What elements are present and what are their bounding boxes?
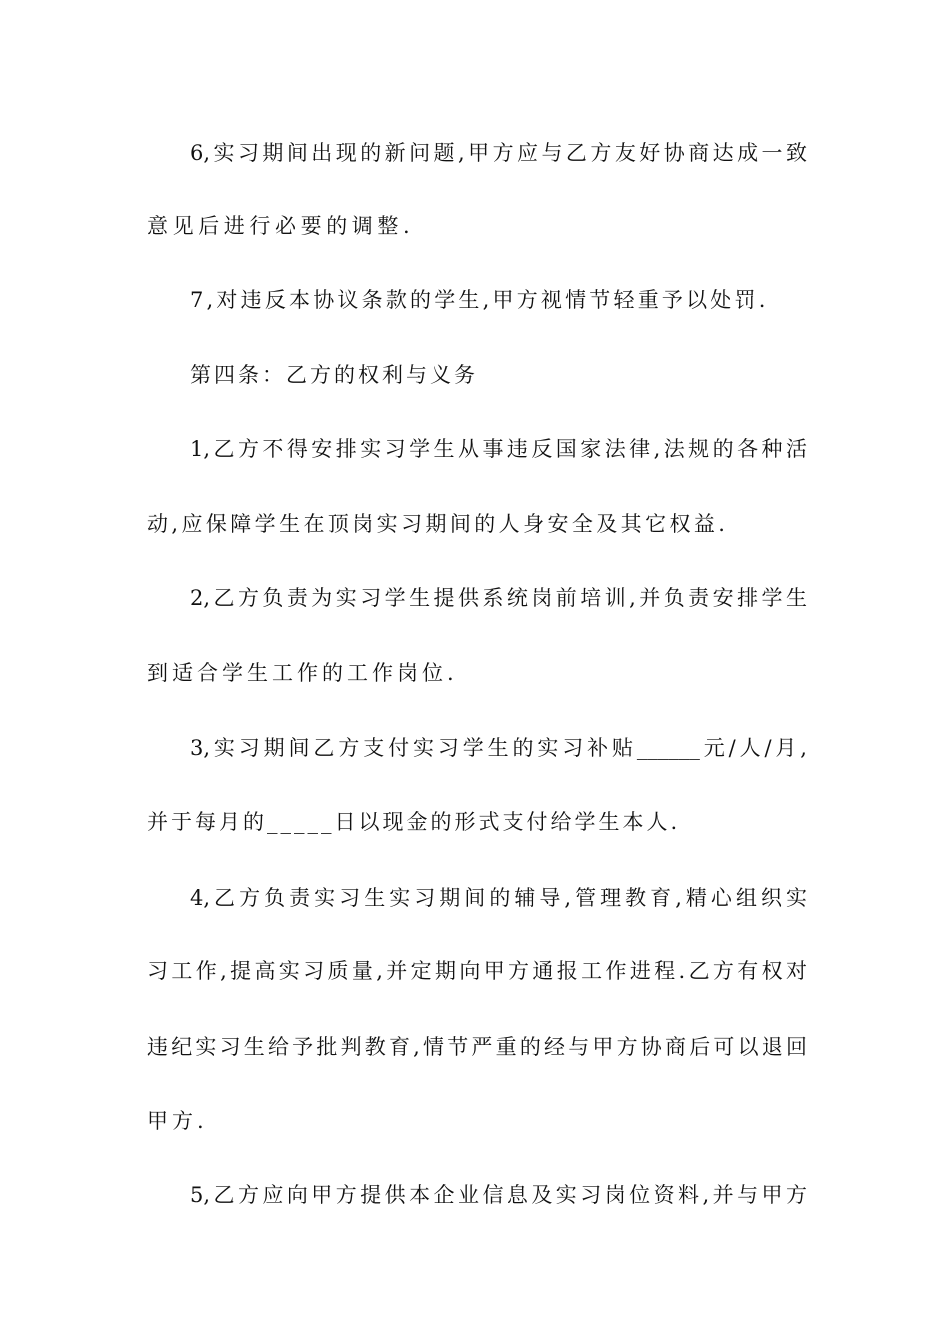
clause-6-line-1: 6,实习期间出现的新问题,甲方应与乙方友好协商达成一致 xyxy=(190,141,807,165)
item-4-line-2: 习工作,提高实习质量,并定期向甲方通报工作进程.乙方有权对 xyxy=(147,959,807,983)
item-1-line-1: 1,乙方不得安排实习学生从事违反国家法律,法规的各种活 xyxy=(190,437,807,461)
item-2-line-1: 2,乙方负责为实习学生提供系统岗前培训,并负责安排学生 xyxy=(190,586,807,610)
item-4-line-3: 违纪实习生给予批判教育,情节严重的经与甲方协商后可以退回 xyxy=(147,1035,807,1059)
item-5-line-1: 5,乙方应向甲方提供本企业信息及实习岗位资料,并与甲方 xyxy=(190,1183,807,1207)
clause-6-line-2: 意见后进行必要的调整. xyxy=(147,214,415,238)
item-1-line-2: 动,应保障学生在顶岗实习期间的人身安全及其它权益. xyxy=(147,512,729,536)
clause-7-line-1: 7,对违反本协议条款的学生,甲方视情节轻重予以处罚. xyxy=(190,288,769,312)
item-4-line-1: 4,乙方负责实习生实习期间的辅导,管理教育,精心组织实 xyxy=(190,886,807,910)
item-2-line-2: 到适合学生工作的工作岗位. xyxy=(147,661,458,685)
item-3-line-1: 3,实习期间乙方支付实习学生的实习补贴______元/人/月, xyxy=(190,736,807,760)
item-3-line-2: 并于每月的_____日以现金的形式支付给学生本人. xyxy=(147,810,681,834)
item-4-line-4: 甲方. xyxy=(147,1109,208,1133)
article-4-heading: 第四条：乙方的权利与义务 xyxy=(190,363,478,387)
